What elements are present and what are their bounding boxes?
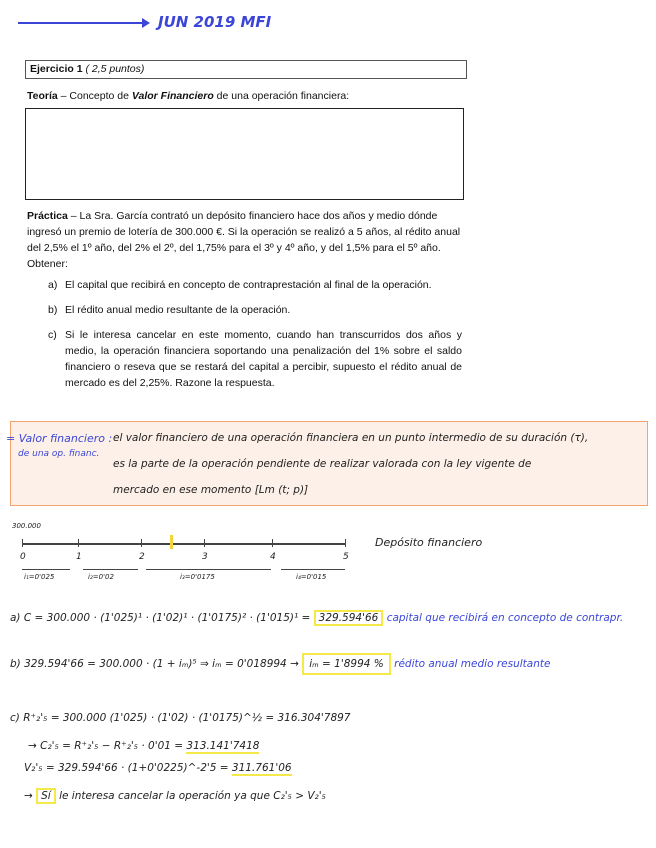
exercise-label: Ejercicio 1 — [30, 63, 83, 75]
answer-b-comment: rédito anual medio resultante — [394, 658, 551, 670]
timeline-tick — [204, 539, 205, 547]
timeline-tick — [345, 539, 346, 547]
definition-label: = Valor financiero : — [6, 432, 113, 445]
answer-a-result: 329.594'66 — [314, 610, 384, 626]
timeline-tick — [141, 539, 142, 547]
definition-line: es la parte de la operación pendiente de realizar valorada con la ley vigente de — [113, 458, 532, 470]
answer-b — [10, 658, 550, 670]
item-letter: a) — [48, 279, 58, 291]
answer-c-line2 — [28, 740, 259, 752]
practice-statement — [27, 208, 465, 272]
definition-line: mercado en ese momento [Lm (t; p)] — [113, 484, 309, 496]
answer-c-result-1: 313.141'7418 — [186, 740, 260, 752]
timeline-amount: 300.000 — [12, 522, 41, 530]
period-arrow — [22, 569, 70, 570]
timeline-tick — [22, 539, 23, 547]
timeline-tick-label: 4 — [270, 552, 276, 562]
current-time-marker — [170, 535, 173, 549]
answer-c-text: → C₂'₅ = R⁺₂'₅ − R⁺₂'₅ · 0'01 = — [28, 740, 187, 752]
timeline-tick-label: 3 — [202, 552, 208, 562]
theory-prompt — [27, 88, 349, 104]
item-text: Si le interesa cancelar en este momento, cuando han transcurridos dos años y medio, la operación financiera soportando una penalización del 1% sobre el saldo financiero o reseva que se restará del capital a percibir, supuesto el rédito anual de mercado es del 2,25%. Razone la respuesta. — [65, 329, 462, 389]
timeline-axis — [22, 543, 346, 545]
theory-answer-box — [25, 108, 464, 200]
rate-label: i₂=0'02 — [88, 573, 114, 581]
practice-label: Práctica — [27, 210, 68, 222]
question-c — [48, 327, 462, 391]
period-arrow — [146, 569, 271, 570]
item-text: El capital que recibirá en concepto de contraprestación al final de la operación. — [65, 279, 432, 291]
timeline-tick-label: 0 — [20, 552, 26, 562]
answer-a — [10, 612, 623, 624]
answer-c-line3 — [24, 762, 292, 774]
timeline-tick — [78, 539, 79, 547]
definition-line: el valor financiero de una operación financiera en un punto intermedio de su duración (τ), — [113, 432, 589, 444]
answer-c-line1: c) R⁺₂'₅ = 300.000 (1'025) · (1'02) · (1'0175)^½ = 316.304'7897 — [10, 712, 351, 724]
answer-c-highlight: Sí — [36, 788, 56, 804]
timeline-tick-label: 1 — [76, 552, 82, 562]
answer-c-text: V₂'₅ = 329.594'66 · (1+0'0225)^-2'5 = — [24, 762, 232, 774]
answer-b-result: iₘ = 1'8994 % — [302, 653, 391, 675]
exercise-header — [25, 60, 467, 79]
rate-label: i₁=0'025 — [24, 573, 55, 581]
answer-a-equation: a) C = 300.000 · (1'025)¹ · (1'02)¹ · (1'0175)² · (1'015)¹ = — [10, 612, 314, 624]
definition-sublabel: de una op. financ. — [18, 449, 100, 459]
answer-c-result-2: 311.761'06 — [231, 762, 292, 774]
arrow-icon — [18, 22, 148, 24]
theory-text: – Concepto de — [57, 90, 132, 102]
theory-bold: Valor Financiero — [131, 90, 214, 102]
item-letter: c) — [48, 329, 57, 341]
period-arrow — [83, 569, 138, 570]
theory-label: Teoría — [27, 90, 58, 102]
timeline-tick-label: 5 — [343, 552, 349, 562]
rate-label: i₃=0'0175 — [180, 573, 215, 581]
question-a — [48, 277, 462, 293]
answer-a-comment: capital que recibirá en concepto de contrapr. — [386, 612, 624, 624]
timeline-tick — [272, 539, 273, 547]
period-arrow — [281, 569, 345, 570]
timeline-label: Depósito financiero — [375, 536, 483, 549]
answer-b-equation: b) 329.594'66 = 300.000 · (1 + iₘ)⁵ ⇒ iₘ = 0'018994 → — [10, 658, 299, 670]
exercise-points: ( 2,5 puntos) — [82, 63, 145, 75]
question-b — [48, 302, 462, 318]
header-title: JUN 2019 MFI — [158, 13, 272, 31]
theory-text-2: de una operación financiera: — [213, 90, 350, 102]
answer-c-text: le interesa cancelar la operación ya que C₂'₅ > V₂'₅ — [55, 790, 326, 802]
item-text: El rédito anual medio resultante de la operación. — [65, 304, 291, 316]
answer-c-text: → — [24, 790, 37, 802]
rate-label: i₄=0'015 — [296, 573, 327, 581]
answer-c-conclusion — [24, 790, 326, 802]
timeline-tick-label: 2 — [139, 552, 145, 562]
practice-text: – La Sra. García contrató un depósito financiero hace dos años y medio dónde ingresó un premio de lotería de 300.000 €. Si la operación se realizó a 5 años, al rédito anual del 2,5% el 1º año, del 2% el 2º, del 1,75% para el 3º y 4º año, y del 1,5% para el 5º año. Obtener: — [27, 210, 461, 270]
item-letter: b) — [48, 304, 58, 316]
